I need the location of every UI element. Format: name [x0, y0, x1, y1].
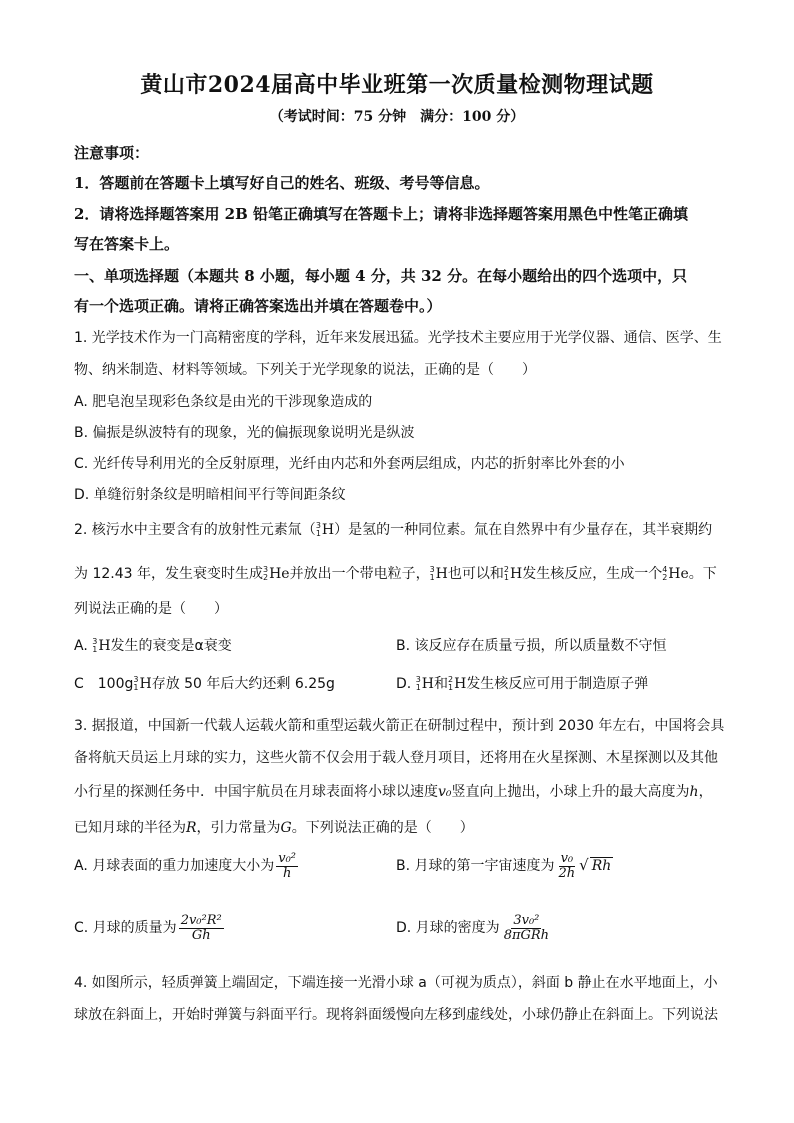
q2-stem-line-3: 列说法正确的是（ ）: [74, 601, 228, 617]
q3-option-c: C. 月球的质量为 $\frac{\text{2v₀²R²}}{Gh}$: [74, 913, 222, 943]
q2-option-d: D. 3 1 H和 2 1 H发生核反应可用于制造原子弹: [396, 675, 649, 692]
section-1-heading-line-1: 一、单项选择题（本题共 8 小题，每小题 4 分，共 32 分。在每小题给出的四个选项中，只: [74, 267, 688, 285]
q1-option-d: D. 单缝衍射条纹是明暗相间平行等间距条纹: [74, 487, 346, 503]
q2-option-a: A. 3 1 H发生的衰变是α衰变: [74, 637, 232, 654]
q3-option-a-fraction: $\frac{\text{v₀²}}{h}$: [278, 851, 297, 881]
q3-option-b-fraction: $\frac{\text{v₀}}{2h}$: [558, 851, 576, 881]
exam-subtitle: （考试时间：75 分钟 满分：100 分）: [269, 109, 525, 125]
notes-heading: 注意事项：: [74, 144, 150, 162]
q3-option-b: B. 月球的第一宇宙速度为 $\frac{\text{v₀}}{2h}$ √ Rh: [396, 851, 612, 881]
exam-title: 黄山市2024届高中毕业班第一次质量检测物理试题: [140, 72, 654, 98]
q2-stem-line-2: 为 12.43 年，发生衰变时生成 3 2 He并放出一个带电粒子， 3 1 H也可以和 2 1 H发生核反应，生成一个 4 2 He。下: [74, 565, 717, 582]
q1-option-b: B. 偏振是纵波特有的现象，光的偏振现象说明光是纵波: [74, 425, 415, 441]
notes-item-2-line-2: 写在答案卡上。: [74, 235, 180, 253]
section-1-heading-line-2: 有一个选项正确。请将正确答案选出并填在答题卷中。）: [74, 297, 442, 315]
q3-stem-line-1: 3. 据报道，中国新一代载人运载火箭和重型运载火箭正在研制过程中，预计到 2030 年左右，中国将会具: [74, 718, 725, 734]
q1-option-a: A. 肥皂泡呈现彩色条纹是由光的干涉现象造成的: [74, 394, 373, 410]
q3-option-d: D. 月球的密度为 $\frac{\text{3v₀²}}{\text{8πGRh}}$: [396, 913, 550, 943]
q3-option-c-fraction: $\frac{\text{2v₀²R²}}{Gh}$: [180, 913, 222, 943]
q3-stem-line-2: 备将航天员运上月球的实力，这些火箭不仅会用于载人登月项目，还将用在火星探测、木星探测以及其他: [74, 750, 718, 766]
q4-stem-line-2: 球放在斜面上，开始时弹簧与斜面平行。现将斜面缓慢向左移到虚线处，小球仍静止在斜面上。下列说法: [74, 1007, 718, 1023]
q1-option-c: C. 光纤传导利用光的全反射原理，光纤由内芯和外套两层组成，内芯的折射率比外套的小: [74, 456, 625, 472]
q3-option-a: A. 月球表面的重力加速度大小为 $\frac{\text{v₀²}}{h}$: [74, 851, 297, 881]
q1-stem-line-1: 1. 光学技术作为一门高精密度的学科，近年来发展迅猛。光学技术主要应用于光学仪器、通信、医学、生: [74, 330, 722, 346]
q3-stem-line-4: 已知月球的半径为R，引力常量为G。下列说法正确的是（ ）: [74, 820, 474, 836]
q3-option-d-fraction: $\frac{\text{3v₀²}}{\text{8πGRh}}$: [503, 913, 550, 943]
q2-option-b: B. 该反应存在质量亏损，所以质量数不守恒: [396, 638, 667, 654]
q2-option-c: C 100g 3 1 H存放 50 年后大约还剩 6.25g: [74, 675, 335, 692]
q4-stem-line-1: 4. 如图所示，轻质弹簧上端固定，下端连接一光滑小球 a（可视为质点），斜面 b 静止在水平地面上，小: [74, 975, 718, 991]
q3-stem-line-3: 小行星的探测任务中．中国宇航员在月球表面将小球以速度v₀竖直向上抛出，小球上升的最大高度为h，: [74, 784, 713, 800]
notes-item-1: 1．答题前在答题卡上填写好自己的姓名、班级、考号等信息。: [74, 174, 490, 192]
notes-item-2-line-1: 2．请将选择题答案用 2B 铅笔正确填写在答题卡上；请将非选择题答案用黑色中性笔正确填: [74, 205, 689, 223]
q2-stem-line-1: 2. 核污水中主要含有的放射性元素氚（ 3 1 H）是氢的一种同位素。氚在自然界中有少量存在，其半衰期约: [74, 521, 713, 538]
q1-stem-line-2: 物、纳米制造、材料等领域。下列关于光学现象的说法，正确的是（ ）: [74, 362, 536, 378]
